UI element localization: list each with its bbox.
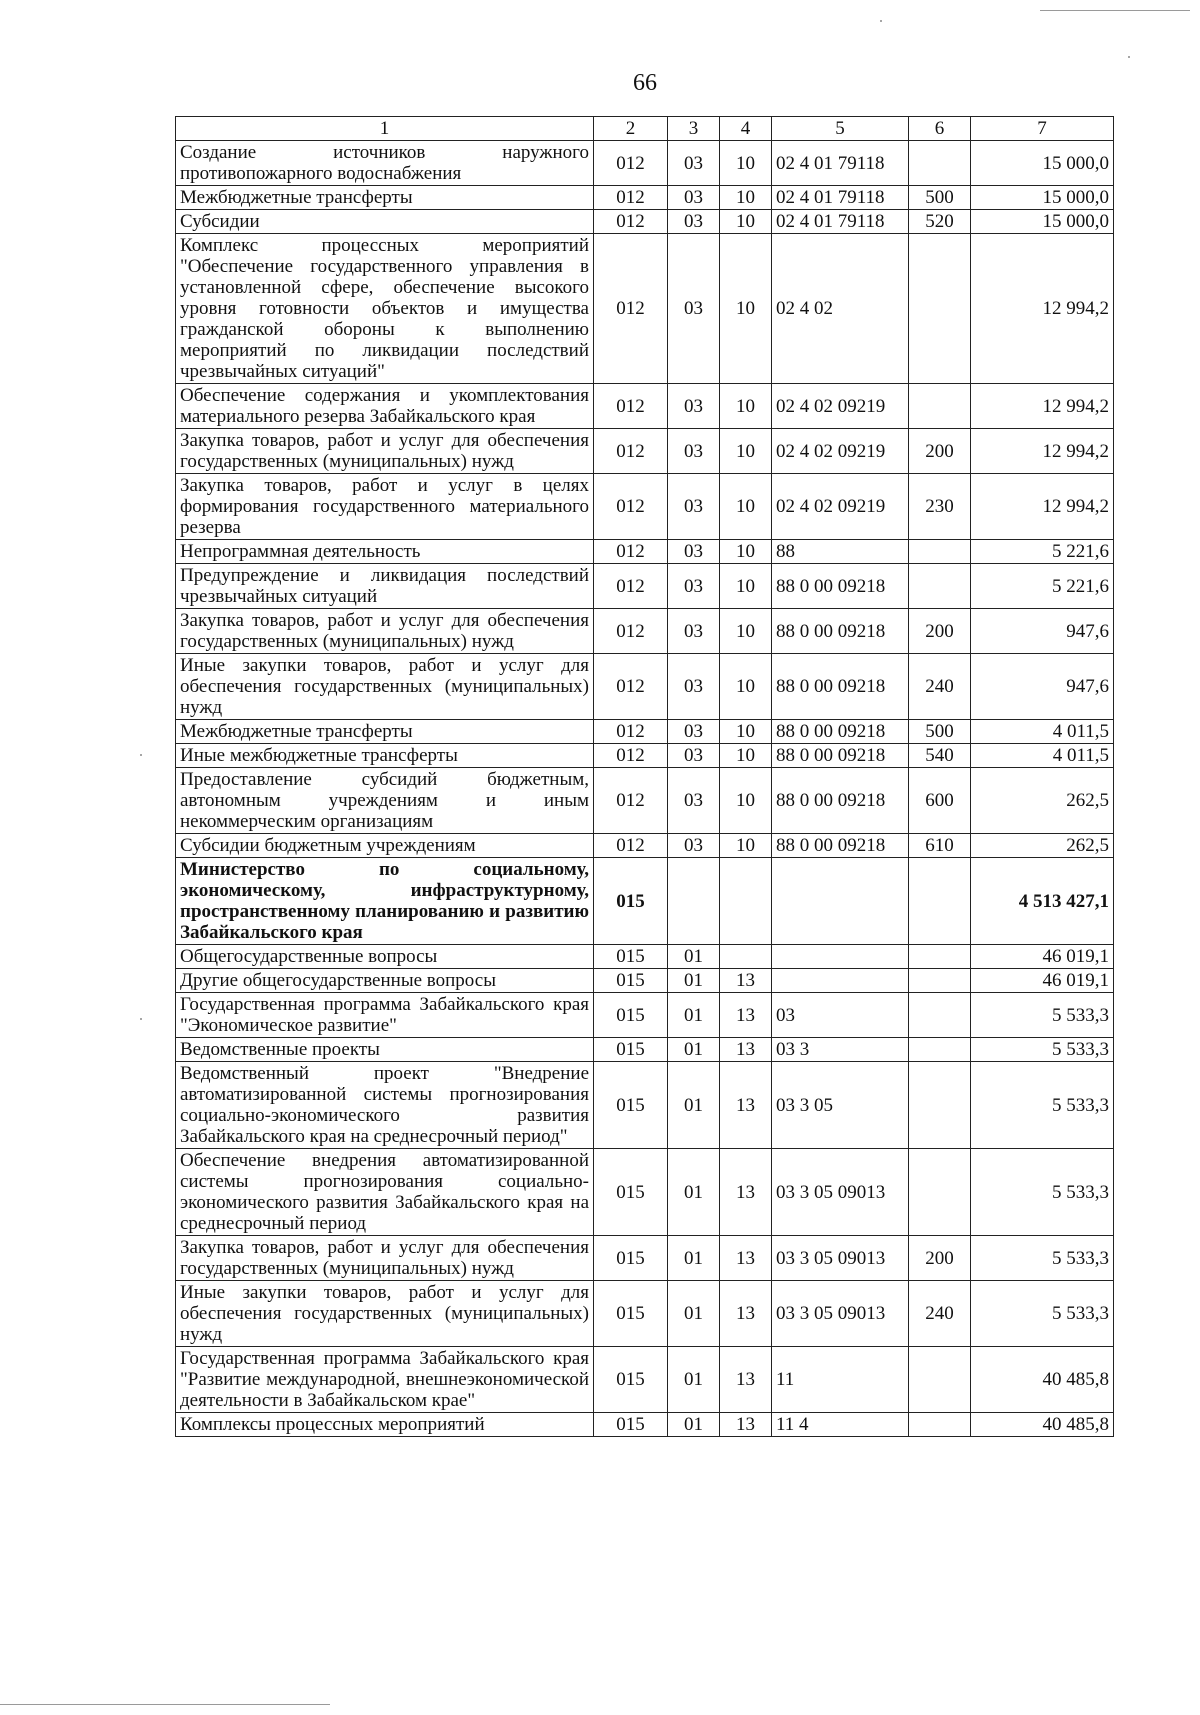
amount: 15 000,0 [971, 186, 1114, 210]
amount: 12 994,2 [971, 234, 1114, 384]
row-name: Предоставление субсидий бюджетным, автономным учреждениям и иным некоммерческим организациям [176, 768, 594, 834]
section-code: 03 [668, 186, 720, 210]
table-row [176, 1347, 1114, 1413]
ministry-code: 012 [594, 744, 668, 768]
ministry-code: 012 [594, 720, 668, 744]
subsection-code: 10 [720, 384, 772, 429]
expense-type-code: 610 [909, 834, 971, 858]
table-row [176, 945, 1114, 969]
subsection-code: 10 [720, 654, 772, 720]
subsection-code: 10 [720, 210, 772, 234]
amount: 5 533,3 [971, 993, 1114, 1038]
subsection-code: 13 [720, 1413, 772, 1437]
table-row [176, 609, 1114, 654]
target-article-code: 02 4 02 09219 [772, 429, 909, 474]
ministry-code: 015 [594, 969, 668, 993]
expense-type-code [909, 384, 971, 429]
ministry-code: 015 [594, 1062, 668, 1149]
scan-artifact-line-bottom [0, 1704, 330, 1705]
table-row [176, 1413, 1114, 1437]
row-name: Иные межбюджетные трансферты [176, 744, 594, 768]
ministry-code: 012 [594, 609, 668, 654]
section-code: 01 [668, 1149, 720, 1236]
target-article-code: 03 3 05 09013 [772, 1281, 909, 1347]
amount: 12 994,2 [971, 429, 1114, 474]
expense-type-code: 200 [909, 429, 971, 474]
section-code: 03 [668, 141, 720, 186]
section-code: 03 [668, 474, 720, 540]
amount: 46 019,1 [971, 969, 1114, 993]
ministry-code: 015 [594, 1413, 668, 1437]
subsection-code: 13 [720, 993, 772, 1038]
subsection-code: 10 [720, 141, 772, 186]
section-code: 03 [668, 429, 720, 474]
ministry-code: 015 [594, 1281, 668, 1347]
table-row [176, 654, 1114, 720]
table-row [176, 474, 1114, 540]
amount: 5 221,6 [971, 564, 1114, 609]
ministry-code: 012 [594, 234, 668, 384]
ministry-code: 015 [594, 858, 668, 945]
table-row [176, 1149, 1114, 1236]
target-article-code: 88 0 00 09218 [772, 834, 909, 858]
table-row [176, 186, 1114, 210]
row-name: Министерство по социальному, экономическому, инфраструктурному, пространственному планированию и развитию Забайкальского края [176, 858, 594, 945]
row-name: Предупреждение и ликвидация последствий чрезвычайных ситуаций [176, 564, 594, 609]
subsection-code: 10 [720, 540, 772, 564]
amount: 4 513 427,1 [971, 858, 1114, 945]
subsection-code: 10 [720, 720, 772, 744]
table-row [176, 141, 1114, 186]
target-article-code: 88 0 00 09218 [772, 744, 909, 768]
section-code [668, 858, 720, 945]
section-code: 03 [668, 744, 720, 768]
subsection-code: 10 [720, 186, 772, 210]
column-header: 1 [176, 117, 594, 141]
section-code: 01 [668, 993, 720, 1038]
row-name: Иные закупки товаров, работ и услуг для обеспечения государственных (муниципальных) нужд [176, 1281, 594, 1347]
subsection-code: 13 [720, 1062, 772, 1149]
table-row [176, 1236, 1114, 1281]
amount: 5 533,3 [971, 1281, 1114, 1347]
section-code: 01 [668, 1236, 720, 1281]
target-article-code: 11 [772, 1347, 909, 1413]
amount: 5 533,3 [971, 1236, 1114, 1281]
table-row [176, 969, 1114, 993]
section-code: 03 [668, 210, 720, 234]
section-code: 01 [668, 1413, 720, 1437]
expense-type-code [909, 141, 971, 186]
expense-type-code [909, 564, 971, 609]
row-name: Субсидии бюджетным учреждениям [176, 834, 594, 858]
expense-type-code: 240 [909, 654, 971, 720]
expense-type-code [909, 1149, 971, 1236]
expense-type-code: 200 [909, 1236, 971, 1281]
amount: 12 994,2 [971, 474, 1114, 540]
amount: 262,5 [971, 768, 1114, 834]
subsection-code: 13 [720, 1347, 772, 1413]
budget-table [175, 116, 1114, 1437]
target-article-code: 11 4 [772, 1413, 909, 1437]
target-article-code: 02 4 02 09219 [772, 384, 909, 429]
amount: 947,6 [971, 654, 1114, 720]
subsection-code: 10 [720, 744, 772, 768]
column-header: 3 [668, 117, 720, 141]
row-name: Общегосударственные вопросы [176, 945, 594, 969]
amount: 12 994,2 [971, 384, 1114, 429]
subsection-code: 10 [720, 768, 772, 834]
target-article-code: 88 [772, 540, 909, 564]
section-code: 03 [668, 720, 720, 744]
expense-type-code [909, 234, 971, 384]
table-row [176, 720, 1114, 744]
expense-type-code: 500 [909, 720, 971, 744]
subsection-code: 10 [720, 429, 772, 474]
expense-type-code [909, 1062, 971, 1149]
amount: 5 533,3 [971, 1149, 1114, 1236]
subsection-code: 10 [720, 474, 772, 540]
row-name: Государственная программа Забайкальского края "Развитие международной, внешнеэкономической деятельности в Забайкальском крае" [176, 1347, 594, 1413]
section-code: 01 [668, 1062, 720, 1149]
expense-type-code: 540 [909, 744, 971, 768]
row-name: Межбюджетные трансферты [176, 720, 594, 744]
subsection-code [720, 858, 772, 945]
row-name: Другие общегосударственные вопросы [176, 969, 594, 993]
expense-type-code: 520 [909, 210, 971, 234]
row-name: Иные закупки товаров, работ и услуг для обеспечения государственных (муниципальных) нужд [176, 654, 594, 720]
expense-type-code [909, 945, 971, 969]
subsection-code: 13 [720, 969, 772, 993]
amount: 15 000,0 [971, 141, 1114, 186]
subsection-code: 13 [720, 1038, 772, 1062]
section-code: 01 [668, 1038, 720, 1062]
row-name: Закупка товаров, работ и услуг для обеспечения государственных (муниципальных) нужд [176, 1236, 594, 1281]
page-number: 66 [633, 70, 657, 96]
section-code: 01 [668, 945, 720, 969]
target-article-code [772, 945, 909, 969]
ministry-code: 015 [594, 1236, 668, 1281]
target-article-code: 02 4 01 79118 [772, 210, 909, 234]
ministry-code: 012 [594, 429, 668, 474]
target-article-code: 02 4 01 79118 [772, 186, 909, 210]
target-article-code: 03 [772, 993, 909, 1038]
section-code: 03 [668, 834, 720, 858]
ministry-code: 012 [594, 210, 668, 234]
ministry-code: 015 [594, 1038, 668, 1062]
expense-type-code [909, 1347, 971, 1413]
row-name: Обеспечение содержания и укомплектования материального резерва Забайкальского края [176, 384, 594, 429]
table-row [176, 540, 1114, 564]
row-name: Обеспечение внедрения автоматизированной системы прогнозирования социально-экономического развития Забайкальского края на среднесрочный период [176, 1149, 594, 1236]
subsection-code [720, 945, 772, 969]
target-article-code: 03 3 05 09013 [772, 1236, 909, 1281]
subsection-code: 13 [720, 1236, 772, 1281]
ministry-code: 012 [594, 540, 668, 564]
expense-type-code: 240 [909, 1281, 971, 1347]
table-row [176, 384, 1114, 429]
amount: 40 485,8 [971, 1413, 1114, 1437]
column-header: 4 [720, 117, 772, 141]
row-name: Ведомственные проекты [176, 1038, 594, 1062]
expense-type-code [909, 1038, 971, 1062]
row-name: Закупка товаров, работ и услуг для обеспечения государственных (муниципальных) нужд [176, 609, 594, 654]
row-name: Государственная программа Забайкальского края "Экономическое развитие" [176, 993, 594, 1038]
section-code: 03 [668, 564, 720, 609]
ministry-code: 012 [594, 474, 668, 540]
target-article-code: 88 0 00 09218 [772, 564, 909, 609]
ministry-code: 015 [594, 1149, 668, 1236]
ministry-code: 012 [594, 834, 668, 858]
table-row [176, 429, 1114, 474]
column-header: 2 [594, 117, 668, 141]
ministry-code: 012 [594, 768, 668, 834]
row-name: Субсидии [176, 210, 594, 234]
amount: 4 011,5 [971, 720, 1114, 744]
target-article-code: 02 4 02 [772, 234, 909, 384]
row-name: Закупка товаров, работ и услуг для обеспечения государственных (муниципальных) нужд [176, 429, 594, 474]
ministry-code: 012 [594, 654, 668, 720]
column-header: 5 [772, 117, 909, 141]
target-article-code: 02 4 01 79118 [772, 141, 909, 186]
section-code: 03 [668, 768, 720, 834]
row-name: Комплексы процессных мероприятий [176, 1413, 594, 1437]
expense-type-code [909, 858, 971, 945]
expense-type-code: 600 [909, 768, 971, 834]
table-body [176, 141, 1114, 1437]
table-row [176, 744, 1114, 768]
subsection-code: 10 [720, 834, 772, 858]
target-article-code [772, 858, 909, 945]
amount: 4 011,5 [971, 744, 1114, 768]
amount: 5 221,6 [971, 540, 1114, 564]
column-header: 7 [971, 117, 1114, 141]
scan-artifact-dot [880, 20, 882, 22]
expense-type-code [909, 969, 971, 993]
amount: 40 485,8 [971, 1347, 1114, 1413]
target-article-code: 88 0 00 09218 [772, 768, 909, 834]
amount: 46 019,1 [971, 945, 1114, 969]
section-code: 03 [668, 384, 720, 429]
section-code: 01 [668, 1281, 720, 1347]
table-row [176, 210, 1114, 234]
scan-artifact-dot [140, 754, 142, 756]
row-name: Создание источников наружного противопожарного водоснабжения [176, 141, 594, 186]
section-code: 03 [668, 654, 720, 720]
expense-type-code: 200 [909, 609, 971, 654]
table-row [176, 1062, 1114, 1149]
table-row [176, 234, 1114, 384]
ministry-code: 015 [594, 993, 668, 1038]
amount: 15 000,0 [971, 210, 1114, 234]
target-article-code: 88 0 00 09218 [772, 654, 909, 720]
subsection-code: 10 [720, 609, 772, 654]
ministry-code: 015 [594, 945, 668, 969]
amount: 5 533,3 [971, 1038, 1114, 1062]
table-header-row [176, 117, 1114, 141]
target-article-code: 88 0 00 09218 [772, 720, 909, 744]
expense-type-code [909, 1413, 971, 1437]
scan-artifact-dot [140, 1018, 142, 1020]
row-name: Закупка товаров, работ и услуг в целях формирования государственного материального резерва [176, 474, 594, 540]
ministry-code: 012 [594, 384, 668, 429]
row-name: Комплекс процессных мероприятий "Обеспечение государственного управления в установленной сфере, обеспечение высокого уровня готовности объектов и имущества гражданской обороны к выполнению мероприятий по ликвидации последствий чрезвычайных ситуаций" [176, 234, 594, 384]
subsection-code: 10 [720, 234, 772, 384]
expense-type-code [909, 993, 971, 1038]
table-row [176, 1281, 1114, 1347]
expense-type-code: 500 [909, 186, 971, 210]
section-code: 03 [668, 540, 720, 564]
ministry-code: 012 [594, 141, 668, 186]
row-name: Непрограммная деятельность [176, 540, 594, 564]
table-row [176, 564, 1114, 609]
column-header: 6 [909, 117, 971, 141]
scan-artifact-line-top [1040, 10, 1190, 11]
table-row [176, 993, 1114, 1038]
target-article-code: 88 0 00 09218 [772, 609, 909, 654]
table-row [176, 768, 1114, 834]
amount: 262,5 [971, 834, 1114, 858]
section-code: 01 [668, 1347, 720, 1413]
expense-type-code [909, 540, 971, 564]
section-code: 03 [668, 234, 720, 384]
table-row [176, 858, 1114, 945]
subsection-code: 13 [720, 1281, 772, 1347]
ministry-code: 015 [594, 1347, 668, 1413]
target-article-code [772, 969, 909, 993]
target-article-code: 03 3 [772, 1038, 909, 1062]
expense-type-code: 230 [909, 474, 971, 540]
target-article-code: 03 3 05 [772, 1062, 909, 1149]
scan-artifact-dot [1128, 56, 1130, 58]
target-article-code: 03 3 05 09013 [772, 1149, 909, 1236]
ministry-code: 012 [594, 186, 668, 210]
subsection-code: 13 [720, 1149, 772, 1236]
section-code: 03 [668, 609, 720, 654]
amount: 5 533,3 [971, 1062, 1114, 1149]
section-code: 01 [668, 969, 720, 993]
ministry-code: 012 [594, 564, 668, 609]
table-row [176, 1038, 1114, 1062]
subsection-code: 10 [720, 564, 772, 609]
amount: 947,6 [971, 609, 1114, 654]
table-row [176, 834, 1114, 858]
row-name: Ведомственный проект "Внедрение автоматизированной системы прогнозирования социально-экономического развития Забайкальского края на среднесрочный период" [176, 1062, 594, 1149]
target-article-code: 02 4 02 09219 [772, 474, 909, 540]
row-name: Межбюджетные трансферты [176, 186, 594, 210]
